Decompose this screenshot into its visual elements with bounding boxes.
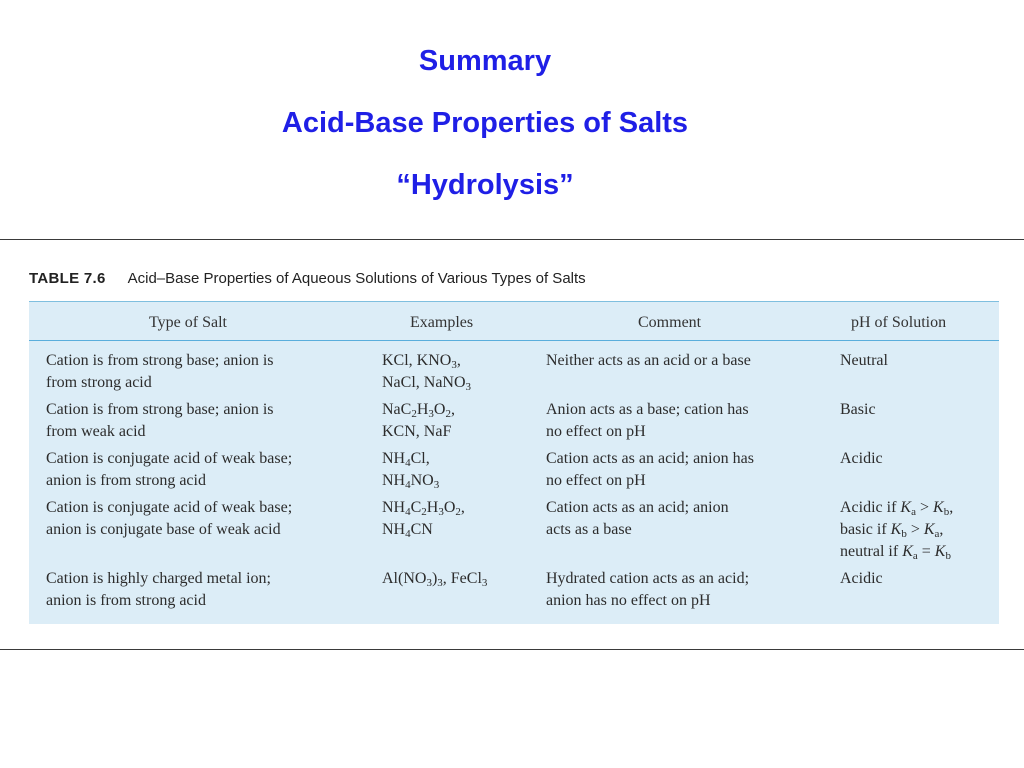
cell-examples (382, 497, 532, 541)
example-seg: NH (382, 472, 406, 489)
example-seg: 4 (405, 457, 411, 469)
comment-line: acts as a base (546, 521, 632, 538)
example-line (382, 470, 532, 492)
cell-examples (382, 350, 532, 394)
example-seg: 3 (426, 577, 432, 589)
example-seg: 3 (481, 577, 488, 589)
example-line (382, 372, 532, 394)
example-seg: 3 (465, 381, 472, 393)
ph-seg: > (906, 521, 924, 538)
ph-seg: K (900, 499, 912, 516)
ph-seg: neutral if (840, 543, 903, 560)
type-line: Cation is conjugate acid of weak base; (46, 499, 293, 516)
example-seg: 2 (455, 506, 461, 518)
cell-type-of-salt (46, 350, 366, 394)
example-seg: KCN, NaF (382, 423, 452, 440)
table-caption (29, 262, 999, 296)
example-seg: 3 (437, 577, 443, 589)
example-seg: O (433, 401, 446, 418)
header-ph: pH of Solution (851, 314, 947, 331)
example-seg: O (443, 499, 456, 516)
table-header-row (29, 302, 999, 341)
ph-seg: b (945, 550, 951, 562)
cell-ph (840, 399, 998, 421)
ph-seg: Basic (840, 401, 876, 418)
ph-line (840, 350, 998, 372)
example-seg: 3 (438, 506, 444, 518)
example-seg: , (456, 352, 461, 369)
title-line-hydrolysis: “Hydrolysis” (396, 169, 574, 201)
table-panel (29, 262, 999, 624)
ph-seg: basic if (840, 521, 891, 538)
example-seg: 4 (405, 506, 411, 518)
ph-seg: K (923, 521, 935, 538)
comment-line: Cation acts as an acid; anion has (546, 450, 754, 467)
comment-line: no effect on pH (546, 472, 646, 489)
ph-seg: K (902, 543, 913, 560)
example-seg: , (460, 499, 465, 516)
example-seg: NaCl, NaNO (382, 374, 466, 391)
table-caption-text: Acid–Base Properties of Aqueous Solutions of Various Types of Salts (127, 270, 586, 287)
type-line: anion is from strong acid (46, 592, 206, 609)
ph-seg: b (943, 506, 950, 518)
comment-line: anion has no effect on pH (546, 592, 711, 609)
example-seg: 2 (421, 506, 427, 518)
ph-seg: > (915, 499, 934, 516)
ph-line (840, 519, 998, 541)
example-line (382, 399, 532, 421)
ph-seg: , (939, 521, 944, 538)
table-number: TABLE 7.6 (29, 270, 106, 287)
ph-seg: = (917, 543, 935, 560)
example-line (382, 350, 532, 372)
example-seg: 3 (451, 359, 457, 371)
bottom-divider (0, 649, 1024, 650)
cell-comment (546, 350, 836, 372)
ph-seg: K (933, 499, 944, 516)
example-seg: NaC (382, 401, 412, 418)
comment-line: Anion acts as a base; cation has (546, 401, 749, 418)
top-divider (0, 239, 1024, 240)
example-seg: 3 (433, 479, 440, 491)
example-seg: 2 (445, 408, 451, 420)
cell-ph (840, 448, 998, 470)
cell-type-of-salt (46, 497, 366, 541)
example-seg: NO (410, 472, 434, 489)
cell-ph (840, 350, 998, 372)
cell-ph (840, 497, 998, 563)
example-seg: ) (431, 570, 438, 587)
ph-seg: Acidic (840, 570, 883, 587)
ph-seg: K (890, 521, 902, 538)
ph-seg: a (934, 528, 940, 540)
cell-comment (546, 568, 836, 612)
cell-comment (546, 497, 836, 541)
type-line: anion is conjugate base of weak acid (46, 521, 281, 538)
cell-type-of-salt (46, 448, 366, 492)
example-seg: H (416, 401, 429, 418)
cell-comment (546, 448, 836, 492)
ph-line (840, 448, 998, 470)
example-seg: 4 (405, 479, 411, 491)
example-line (382, 568, 532, 590)
salt-properties-table (29, 301, 999, 624)
ph-line (840, 399, 998, 421)
example-line (382, 448, 532, 470)
ph-seg: K (934, 543, 946, 560)
header-comment: Comment (638, 314, 702, 331)
type-line: from weak acid (46, 423, 146, 440)
example-seg: NH (382, 521, 406, 538)
cell-examples (382, 448, 532, 492)
comment-line: no effect on pH (546, 423, 646, 440)
type-line: Cation is from strong base; anion is (46, 401, 274, 418)
example-seg: H (426, 499, 439, 516)
cell-examples (382, 568, 532, 590)
example-seg: 2 (411, 408, 417, 420)
type-line: Cation is highly charged metal ion; (46, 570, 271, 587)
title-line-topic: Acid-Base Properties of Salts (281, 107, 689, 139)
example-seg: C (410, 499, 422, 516)
example-seg: 3 (428, 408, 434, 420)
type-line: Cation is conjugate acid of weak base; (46, 450, 293, 467)
example-seg: 4 (405, 528, 411, 540)
header-examples: Examples (410, 314, 474, 331)
ph-line (840, 568, 998, 590)
slide-title (0, 40, 970, 226)
example-seg: Cl, (410, 450, 430, 467)
example-seg: NH (382, 499, 406, 516)
ph-seg: Acidic (840, 450, 883, 467)
ph-line (840, 541, 998, 563)
example-line (382, 497, 532, 519)
cell-ph (840, 568, 998, 590)
ph-seg: a (912, 550, 918, 562)
type-line: anion is from strong acid (46, 472, 206, 489)
title-line-summary: Summary (418, 45, 552, 77)
ph-seg: , (949, 499, 954, 516)
type-line: from strong acid (46, 374, 152, 391)
example-seg: , (450, 401, 455, 418)
example-line (382, 519, 532, 541)
ph-line (840, 497, 998, 519)
ph-seg: a (911, 506, 916, 518)
example-seg: KCl, KNO (382, 352, 452, 369)
cell-type-of-salt (46, 568, 366, 612)
ph-seg: b (901, 528, 907, 540)
example-seg: Al(NO (382, 570, 427, 587)
example-line (382, 421, 532, 443)
example-seg: NH (382, 450, 406, 467)
cell-type-of-salt (46, 399, 366, 443)
comment-line: Cation acts as an acid; anion (546, 499, 729, 516)
example-seg: CN (410, 521, 433, 538)
type-line: Cation is from strong base; anion is (46, 352, 274, 369)
header-type-of-salt: Type of Salt (149, 314, 227, 331)
ph-seg: Acidic if (840, 499, 901, 516)
comment-line: Hydrated cation acts as an acid; (546, 570, 750, 587)
example-seg: , FeCl (442, 570, 482, 587)
ph-seg: Neutral (840, 352, 888, 369)
comment-line: Neither acts as an acid or a base (546, 352, 751, 369)
cell-examples (382, 399, 532, 443)
cell-comment (546, 399, 836, 443)
